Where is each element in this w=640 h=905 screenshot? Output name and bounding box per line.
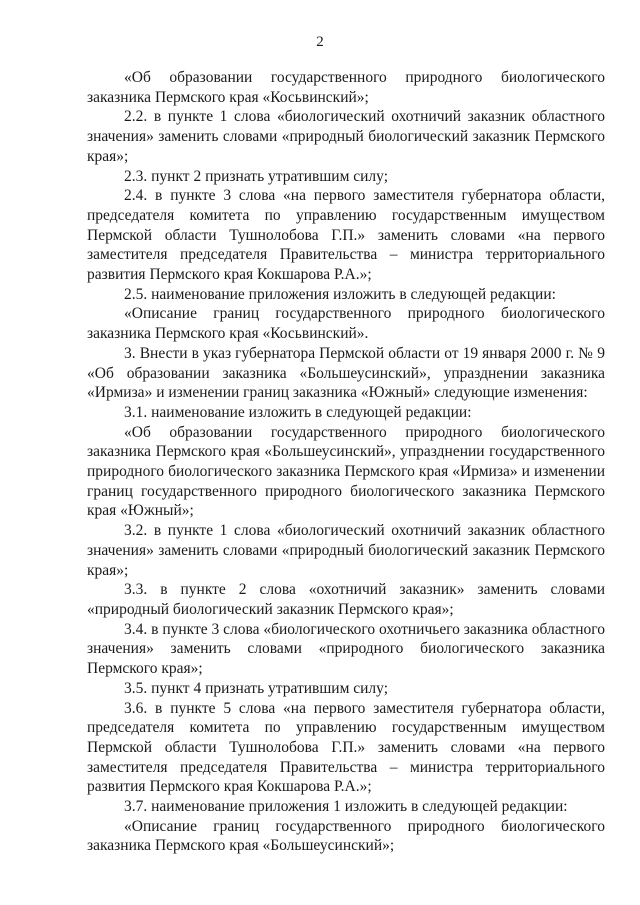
document-body [87,68,605,856]
paragraph: 3.5. пункт 4 признать утратившим силу; [124,679,389,697]
paragraph: 3.1. наименование изложить в следующей редакции: [124,403,472,421]
paragraph: 2.4. в пункте 3 слова «на первого заместителя губернатора области, председателя комитета по управлению государственным имуществом Пермской области Тушнолобова Г.П.» заменить словами «на первого заместителя председателя Правительства – министра территориального развития Пермского края Кокшарова Р.А.»; [87,187,605,284]
paragraph: 3.3. в пункте 2 слова «охотничий заказник» заменить словами «природный биологический заказник Пермского края»; [87,581,605,618]
paragraph: 3.6. в пункте 5 слова «на первого заместителя губернатора области, председателя комитета по управлению государственным имуществом Пермской области Тушнолобова Г.П.» заменить словами «на первого заместителя председателя Правительства – министра территориального развития Пермского края Кокшарова Р.А.»; [87,699,605,796]
paragraph: 2.2. в пункте 1 слова «биологический охотничий заказник областного значения» заменить словами «природный биологический заказник Пермского края»; [87,108,605,165]
paragraph: «Описание границ государственного природного биологического заказника Пермского края «Большеусинский»; [87,817,605,855]
paragraph: «Об образовании государственного природного биологического заказника Пермского края «Косьвинский»; [87,69,605,106]
paragraph: «Об образовании государственного природного биологического заказника Пермского края «Большеусинский», упразднении государственного природного биологического заказника Пермского края «Ирмиза» и изменении границ государственного природного биологического заказника Пермского края «Южный»; [87,423,605,520]
page-number: 2 [316,34,324,50]
paragraph: 3.4. в пункте 3 слова «биологического охотничьего заказника областного значения» заменить словами «природного биологического заказника Пермского края»; [87,620,606,678]
paragraph: 3.7. наименование приложения 1 изложить в следующей редакции: [124,798,568,816]
paragraph: 3. Внести в указ губернатора Пермской области от 19 января 2000 г. № 9 «Об образовании заказника «Большеусинский», упразднении заказника «Ирмиза» и изменении границ заказника «Южный» следующие изменения: [87,344,605,402]
paragraph: 2.3. пункт 2 признать утратившим силу; [124,167,389,185]
paragraph: «Описание границ государственного природного биологического заказника Пермского края «Косьвинский». [87,305,605,343]
paragraph: 3.2. в пункте 1 слова «биологический охотничий заказник областного значения» заменить словами «природный биологический заказник Пермского края»; [87,522,605,579]
paragraph: 2.5. наименование приложения изложить в следующей редакции: [124,285,556,303]
